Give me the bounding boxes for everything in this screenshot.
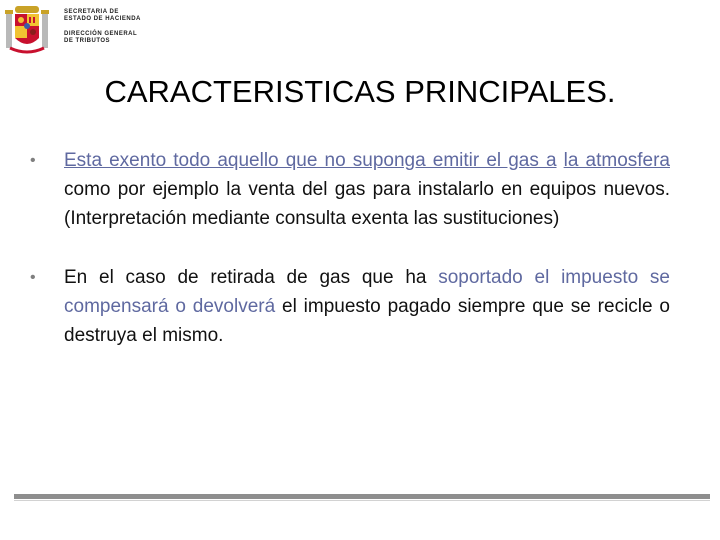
- bullet-dot-icon: •: [30, 269, 36, 286]
- footer-divider: [14, 500, 710, 501]
- bullet-1-text: como por ejemplo la venta del gas para instalarlo en equipos nuevos. (Interpretación mediante consulta exenta las sustituciones): [64, 179, 670, 229]
- bullet-2-text-end: el impuesto pagado siempre que se recicle o destruya el mismo.: [64, 296, 670, 346]
- bullet-1-highlight[interactable]: Esta exento todo aquello que no suponga emitir el gas a: [64, 150, 557, 171]
- bullet-list: [30, 146, 670, 350]
- bullet-2-text-start: En el caso de retirada de gas que ha: [64, 267, 439, 288]
- bullet-1-link-atmosfera[interactable]: atmosfera: [585, 150, 670, 171]
- bullet-2-highlight: soportado el impuesto se compensará o devolverá: [64, 267, 670, 317]
- bullet-1-link-la[interactable]: la: [563, 150, 586, 171]
- org-line-3: DIRECCIÓN GENERAL: [64, 31, 138, 37]
- bullet-item-2: [30, 263, 670, 350]
- slide-title: CARACTERISTICAS PRINCIPALES.: [104, 74, 616, 109]
- department-name: [64, 31, 137, 45]
- bullet-item-1: [30, 146, 670, 233]
- org-line-2: ESTADO DE HACIENDA: [64, 16, 141, 22]
- organization-name: [64, 9, 141, 23]
- coat-of-arms-icon: [2, 4, 52, 58]
- org-line-1: SECRETARIA DE: [64, 9, 119, 15]
- org-line-4: DE TRIBUTOS: [64, 38, 111, 44]
- bullet-dot-icon: •: [30, 152, 36, 169]
- footer-bar: [14, 494, 710, 499]
